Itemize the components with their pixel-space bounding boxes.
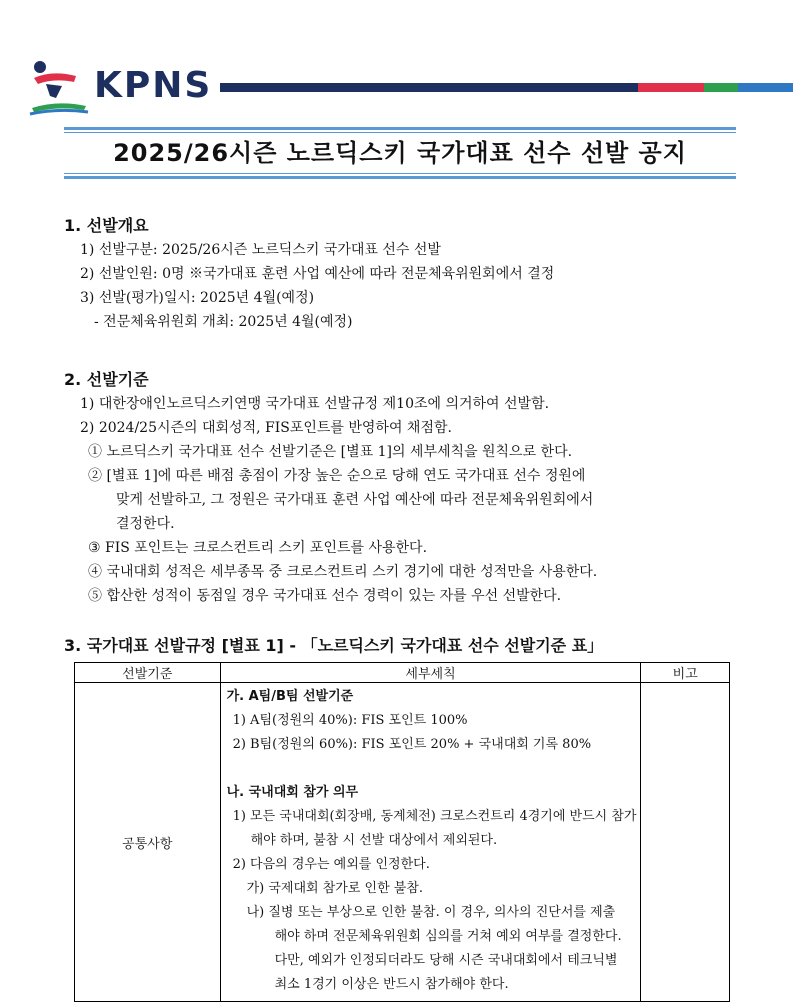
section-1-subitem: - 전문체육위원회 개최: 2025년 4월(예정) <box>94 314 353 330</box>
table-cell-note <box>641 683 730 1002</box>
detail-item: 2) B팀(정원의 60%): FIS 포인트 20% + 국내대회 기록 80% <box>232 737 592 752</box>
section-1 <box>64 214 734 334</box>
header-bar-red <box>638 83 704 92</box>
table-header-row <box>75 663 730 683</box>
section-1-heading: 1. 선발개요 <box>64 216 149 235</box>
header-bar-blue <box>738 83 793 92</box>
detail-item-cont: 해야 하며, 불참 시 선발 대상에서 제외된다. <box>250 833 498 848</box>
detail-subitem: 나) 질병 또는 부상으로 인한 불참. 이 경우, 의사의 진단서를 제출 <box>246 905 616 920</box>
section-2-subitem: ④ 국내대회 성적은 세부종목 중 크로스컨트리 스키 경기에 대한 성적만을 사용한다. <box>88 564 598 580</box>
section-2-subitem: ⑤ 합산한 성적이 동점일 경우 국가대표 선수 경력이 있는 자를 우선 선발한다. <box>88 588 562 604</box>
section-2-subitem: ② [별표 1]에 따른 배점 총점이 가장 높은 순으로 당해 연도 국가대표 선수 정원에 <box>88 468 586 484</box>
table-header-criterion: 선발기준 <box>75 663 221 683</box>
logo-text: KPNS <box>94 65 213 106</box>
section-1-item: 1) 선발구분: 2025/26시즌 노르딕스키 국가대표 선수 선발 <box>80 242 441 258</box>
section-3-heading: 3. 국가대표 선발규정 [별표 1] - 「노르딕스키 국가대표 선수 선발기준 표」 <box>64 636 604 655</box>
section-1-item: 2) 선발인원: 0명 ※국가대표 훈련 사업 예산에 따라 전문체육위원회에서 결정 <box>80 266 555 282</box>
kpns-logo <box>28 56 218 120</box>
section-2 <box>64 368 734 608</box>
selection-criteria-table <box>74 662 730 1002</box>
table-cell-criterion: 공통사항 <box>75 683 221 1002</box>
section-2-heading: 2. 선발기준 <box>64 370 149 389</box>
detail-subitem: 가) 국제대회 참가로 인한 불참. <box>246 881 424 896</box>
section-2-item: 2) 2024/25시즌의 대회성적, FIS포인트를 반영하여 채점함. <box>80 420 452 436</box>
table-header-detail: 세부세칙 <box>220 663 641 683</box>
detail-item: 1) A팀(정원의 40%): FIS 포인트 100% <box>232 713 468 728</box>
detail-item: 1) 모든 국내대회(회장배, 동계체전) 크로스컨트리 4경기에 반드시 참가 <box>232 809 637 824</box>
table-header-note: 비고 <box>641 663 730 683</box>
header-bar-navy <box>220 83 638 92</box>
detail-heading-a: 가. A팀/B팀 선발기준 <box>226 689 354 704</box>
table-row <box>75 683 730 1002</box>
detail-heading-b: 나. 국내대회 참가 의무 <box>226 785 359 800</box>
section-2-subitem: ③ FIS 포인트는 크로스컨트리 스키 포인트를 사용한다. <box>88 540 428 556</box>
section-1-item: 3) 선발(평가)일시: 2025년 4월(예정) <box>80 290 315 306</box>
skier-logo-icon <box>28 56 92 120</box>
section-2-subitem-cont: 결정한다. <box>116 516 175 532</box>
section-2-subitem-cont: 맞게 선발하고, 그 정원은 국가대표 훈련 사업 예산에 따라 전문체육위원회에서 <box>116 492 594 508</box>
detail-subitem-cont: 해야 하며 전문체육위원회 심의를 거쳐 예외 여부를 결정한다. <box>274 929 622 944</box>
detail-item: 2) 다음의 경우는 예외를 인정한다. <box>232 857 430 872</box>
section-3 <box>64 634 734 1002</box>
document-body <box>64 214 734 1002</box>
page-title: 2025/26시즌 노르딕스키 국가대표 선수 선발 공지 <box>113 139 687 167</box>
detail-subitem-cont: 다만, 예외가 인정되더라도 당해 시즌 국내대회에서 테크닉별 <box>274 953 618 968</box>
detail-subitem-cont: 최소 1경기 이상은 반드시 참가해야 한다. <box>274 977 509 992</box>
title-box <box>64 127 736 179</box>
table-cell-detail <box>220 683 641 1002</box>
header-bar-green <box>704 83 738 92</box>
section-2-item: 1) 대한장애인노르딕스키연맹 국가대표 선발규정 제10조에 의거하여 선발함. <box>80 396 550 412</box>
header-color-bar <box>220 83 793 92</box>
section-2-subitem: ① 노르딕스키 국가대표 선수 선발기준은 [별표 1]의 세부세칙을 원칙으로 한다. <box>88 444 573 460</box>
